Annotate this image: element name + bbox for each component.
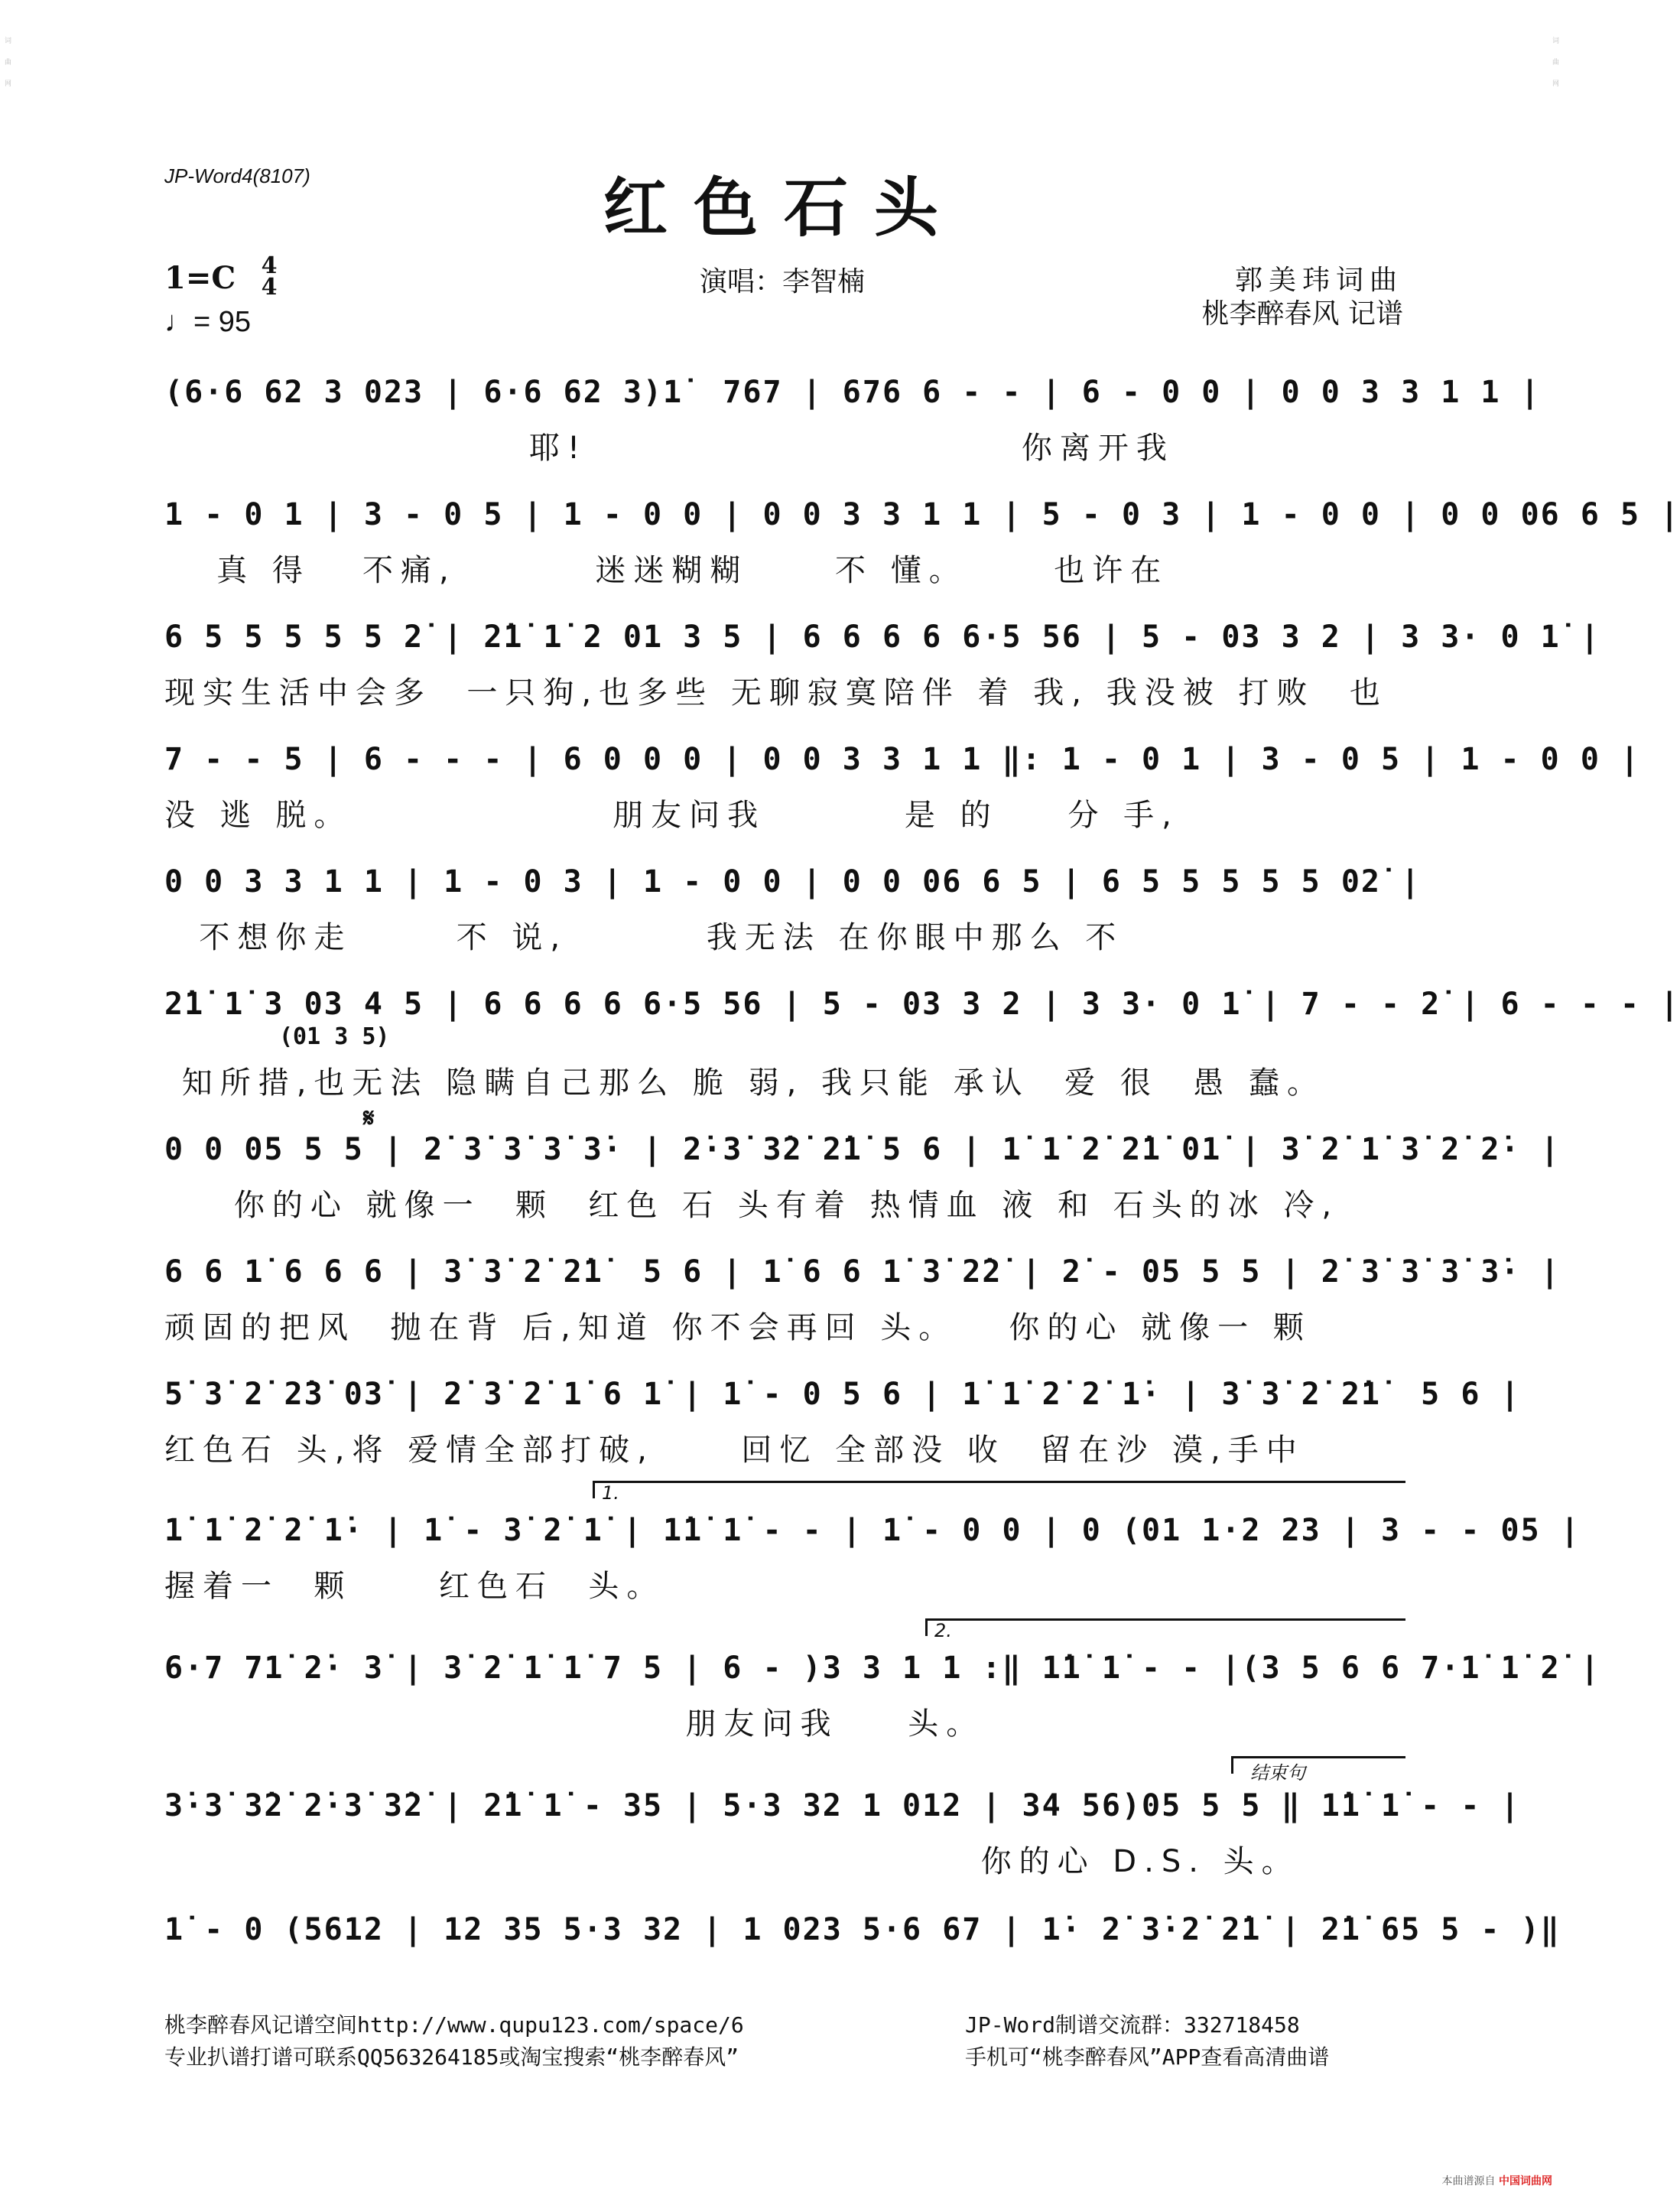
notation-line: 1̇ - 0 (5612 | 12 35 5·3 32 | 1 023 5·6 67 | 1̇· 2̇ 3̇·2̇ 2̇1̇ | 2̇1̇ 65 5 - )‖ <box>164 1912 1561 1947</box>
notation-line: (6·6 62 3 023 | 6·6 62 3)1̇ 767 | 676 6 - - | 6 - 0 0 | 0 0 3 3 1 1 | <box>164 375 1541 410</box>
lyrics-line: 没 逃 脱。 朋友问我 是 的 分 手, <box>164 798 1179 833</box>
logo-brand: 中国词曲网 <box>1499 2175 1552 2187</box>
notation-line: 7 - - 5 | 6 - - - | 6 0 0 0 | 0 0 3 3 1 1 ‖: 1 - 0 1 | 3 - 0 5 | 1 - 0 0 | <box>164 742 1641 777</box>
notation-line: 6 5 5 5 5 5 2̇ | 2̇1̇ 1̇ 2 01 3 5 | 6 6 6 6 6·5 56 | 5 - 03 3 2 | 3 3· 0 1̇ | <box>164 620 1600 655</box>
notation-line: 6 6 1̇ 6 6 6 | 3̇ 3̇ 2̇ 2̇1̇ 5 6 | 1̇ 6 6 1̇ 3̇ 2̇2̇ | 2̇ - 05 5 5 | 2̇ 3̇ 3̇ 3̇ 3̇· | <box>164 1254 1561 1290</box>
lyrics-line: 耶! 你离开我 <box>164 431 1175 466</box>
notation-line: 1̇ 1̇ 2̇ 2̇ 1̇· | 1̇ - 3̇ 2̇ 1̇ | 1̇1̇ 1̇ - - | 1̇ - 0 0 | 0 (01 1·2 23 | 3 - - 05 | <box>164 1513 1581 1548</box>
volta-1-bracket <box>593 1481 1405 1498</box>
lyrics-line: 你的心 D.S. 头。 <box>164 1844 1300 1879</box>
footer-website: 桃李醉春风记谱空间http://www.qupu123.com/space/6 <box>164 2012 744 2038</box>
time-signature-top: 4 <box>261 252 278 279</box>
logo-prefix: 本曲谱源自 <box>1441 2175 1496 2187</box>
lyrics-line: 真 得 不痛, 迷迷糊糊 不 懂。 也许在 <box>164 553 1169 588</box>
volta-2-bracket <box>925 1618 1405 1636</box>
key-signature: 1=C <box>164 260 236 296</box>
footer-group: JP-Word制谱交流群：332718458 <box>965 2012 1300 2038</box>
right-side-watermark: 词曲网 <box>1552 37 1560 88</box>
coda-label: 结束句 <box>1250 1762 1305 1784</box>
notation-line: 0 0 3 3 1 1 | 1 - 0 3 | 1 - 0 0 | 0 0 06 6 5 | 6 5 5 5 5 5 02̇ | <box>164 864 1422 899</box>
time-signature <box>258 252 280 301</box>
footer-contact: 专业扒谱打谱可联系QQ563264185或淘宝搜索“桃李醉春风” <box>164 2044 739 2070</box>
lyrics-line: 现实生活中会多 一只狗,也多些 无聊寂寞陪伴 着 我, 我没被 打败 也 <box>164 675 1388 711</box>
notation-line: 3̇·3̇ 3̇2̇ 2̇·3̇ 3̇2̇ | 2̇1̇ 1̇ - 35 | 5·3 32 1 012 | 34 56)05 5 5 ‖ 1̇1̇ 1̇ - - | <box>164 1788 1521 1823</box>
volta-2-label: 2. <box>934 1620 952 1641</box>
left-side-watermark: 词曲网 <box>5 37 12 88</box>
volta-1-label: 1. <box>602 1482 619 1504</box>
lyrics-line: 知所措,也无法 隐瞒自己那么 脆 弱, 我只能 承认 爱 很 愚 蠢。 <box>164 1065 1326 1101</box>
source-logo <box>1442 2173 1552 2188</box>
lyrics-line: 你的心 就像一 颗 红色 石 头有着 热情血 液 和 石头的冰 冷, <box>164 1188 1340 1223</box>
composer-credit: 郭美玮词曲 <box>1234 265 1403 296</box>
tempo-marking: ♩= 95 <box>164 306 252 338</box>
lyrics-line: 红色石 头,将 爱情全部打破, 回忆 全部没 收 留在沙 漠,手中 <box>164 1433 1305 1468</box>
singer-credit: 演唱：李智楠 <box>700 266 866 298</box>
transcriber-credit: 桃李醉春风 记谱 <box>1201 298 1403 330</box>
footer-app: 手机可“桃李醉春风”APP查看高清曲谱 <box>965 2044 1330 2070</box>
notation-line: 2̇1̇ 1̇ 3 03 4 5 | 6 6 6 6 6·5 56 | 5 - 03 3 2 | 3 3· 0 1̇ | 7 - - 2̇ | 6 - - - | <box>164 987 1680 1022</box>
notation-line: 0 0 05 5 5 | 2̇ 3̇ 3̇ 3̇ 3̇· | 2̇·3̇ 3̇2̇ 2̇1̇ 5 6 | 1̇ 1̇ 2̇ 2̇1̇ 01̇ | 3̇ 2̇ 1̇ 3̇ 2̇ 2̇· | <box>164 1132 1561 1167</box>
song-title: 红色石头 <box>603 170 964 246</box>
lyrics-line: 不想你走 不 说, 我无法 在你眼中那么 不 <box>164 920 1124 955</box>
lyrics-line: 朋友问我 头。 <box>164 1706 985 1742</box>
notation-line: 5̇ 3̇ 2̇ 2̇3̇ 03̇ | 2̇ 3̇ 2̇ 1̇ 6 1̇ | 1̇ - 0 5 6 | 1̇ 1̇ 2̇ 2̇ 1̇· | 3̇ 3̇ 2̇ 2̇1̇ 5 6 | <box>164 1377 1521 1412</box>
software-label: JP-Word4(8107) <box>164 164 310 187</box>
lyrics-line: 顽固的把风 抛在背 后,知道 你不会再回 头。 你的心 就像一 颗 <box>164 1310 1311 1345</box>
segno-sign: 𝄋 <box>363 1103 375 1134</box>
notation-line: 1 - 0 1 | 3 - 0 5 | 1 - 0 0 | 0 0 3 3 1 1 | 5 - 0 3 | 1 - 0 0 | 0 0 06 6 5 | <box>164 497 1680 532</box>
notation-line: 6·7 71̇ 2̇· 3̇ | 3̇ 2̇ 1̇ 1̇ 7 5 | 6 - )3 3 1 1 :‖ 1̇1̇ 1̇ - - |(3 5 6 6 7·1̇ 1̇ 2̇ | <box>164 1651 1600 1686</box>
alternate-notes: (01 3 5) <box>279 1023 390 1050</box>
time-signature-bottom: 4 <box>261 274 278 301</box>
lyrics-line: 握着一 颗 红色石 头。 <box>164 1569 665 1604</box>
